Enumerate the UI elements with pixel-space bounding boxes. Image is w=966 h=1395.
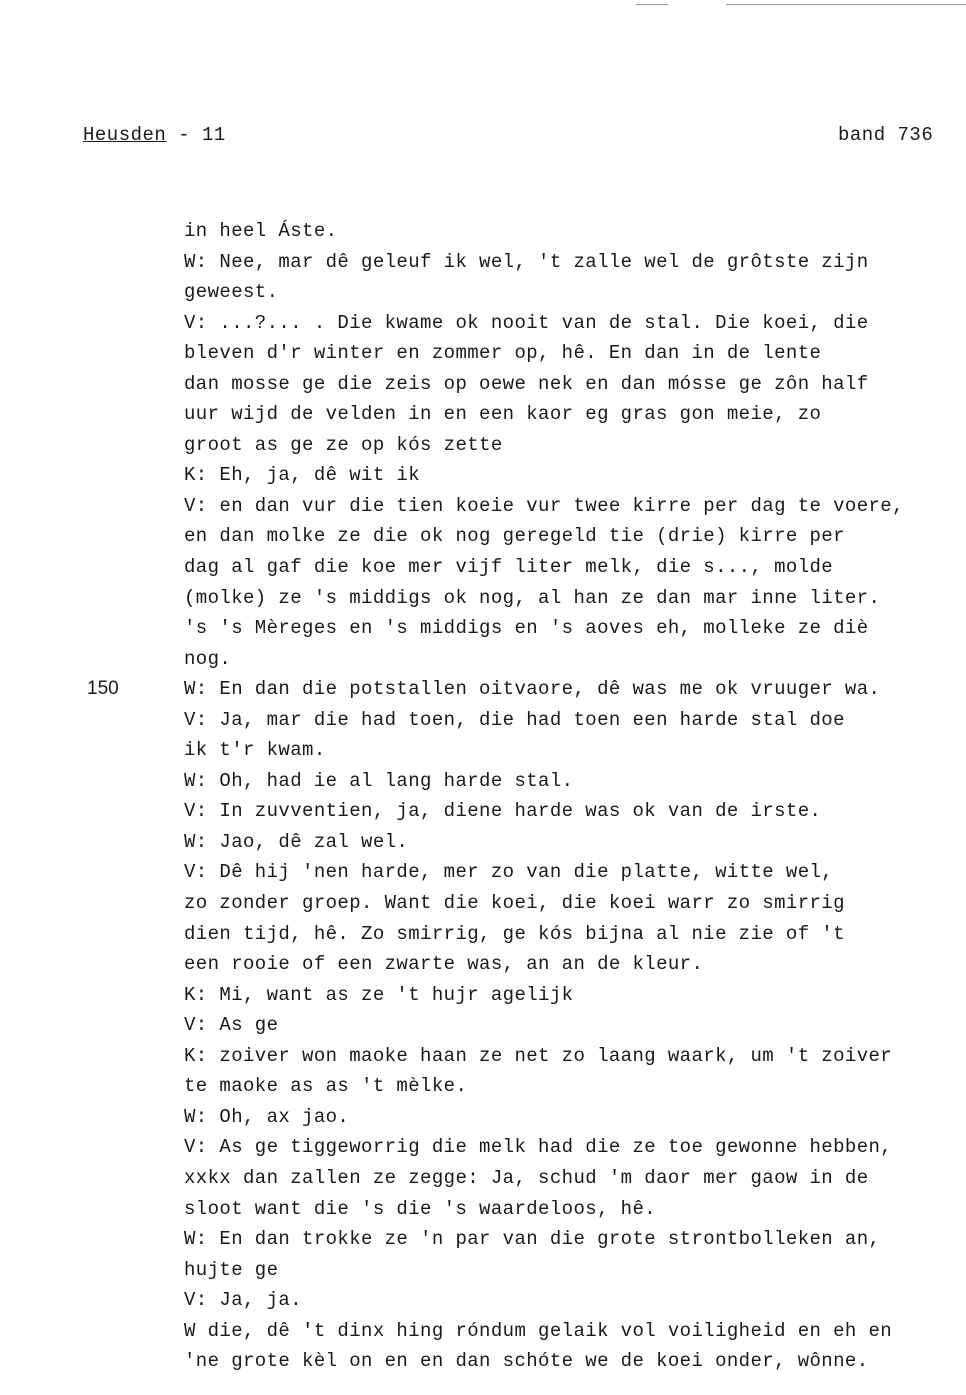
transcript-line: W: Oh, had ie al lang harde stal. [184, 769, 574, 792]
transcript-line: V: As ge [184, 1014, 279, 1037]
transcript-line: dag al gaf die koe mer vijf liter melk, die s..., molde [184, 556, 834, 579]
page-header-left [83, 124, 226, 146]
transcript-line: V: Dê hij 'nen harde, mer zo van die platte, witte wel, [184, 861, 834, 884]
transcript-line: W: Jao, dê zal wel. [184, 830, 409, 853]
transcript-body [184, 216, 944, 1377]
scan-mark-line-1 [636, 4, 668, 5]
transcript-line: W die, dê 't dinx hing róndum gelaik vol voiligheid en eh en [184, 1319, 893, 1342]
transcript-line: V: In zuvventien, ja, diene harde was ok van de irste. [184, 800, 822, 823]
transcript-line: V: Ja, ja. [184, 1289, 303, 1312]
transcript-line: K: Mi, want as ze 't hujr agelijk [184, 983, 574, 1006]
transcript-line: een rooie of een zwarte was, an an de kleur. [184, 953, 704, 976]
header-place: Heusden [83, 124, 167, 146]
transcript-line: xxkx dan zallen ze zegge: Ja, schud 'm daor mer gaow in de [184, 1166, 869, 1189]
transcript-line: (molke) ze 's middigs ok nog, al han ze dan mar inne liter. [184, 586, 881, 609]
transcript-line: W: En dan trokke ze 'n par van die grote strontbolleken an, [184, 1228, 881, 1251]
transcript-line: K: Eh, ja, dê wit ik [184, 464, 421, 487]
transcript-line: W: En dan die potstallen oitvaore, dê was me ok vruuger wa. [184, 678, 881, 701]
transcript-line: dan mosse ge die zeis op oewe nek en dan mósse ge zôn half [184, 372, 869, 395]
transcript-line: uur wijd de velden in en een kaor eg gras gon meie, zo [184, 403, 822, 426]
transcript-line: nog. [184, 647, 232, 670]
scan-mark-line-2 [726, 4, 966, 5]
transcript-line: 's 's Mèreges en 's middigs en 's aoves eh, molleke ze diè [184, 617, 869, 640]
transcript-line: groot as ge ze op kós zette [184, 433, 503, 456]
transcript-line: V: As ge tiggeworrig die melk had die ze toe gewonne hebben, [184, 1136, 893, 1159]
transcript-line: geweest. [184, 281, 279, 304]
transcript-line: te maoke as as 't mèlke. [184, 1075, 468, 1098]
transcript-line: V: ...?... . Die kwame ok nooit van de stal. Die koei, die [184, 311, 869, 334]
transcript-line: 'ne grote kèl on en en dan schóte we de koei onder, wônne. [184, 1350, 869, 1373]
header-page-number: - 11 [166, 124, 226, 146]
transcript-line: in heel Áste. [184, 220, 338, 242]
margin-line-number: 150 [87, 678, 119, 699]
transcript-line: W: Oh, ax jao. [184, 1105, 350, 1128]
transcript-line: sloot want die 's die 's waardeloos, hê. [184, 1197, 657, 1220]
transcript-line: bleven d'r winter en zommer op, hê. En dan in de lente [184, 342, 822, 365]
transcript-line: V: en dan vur die tien koeie vur twee kirre per dag te voere, [184, 494, 904, 517]
transcript-line: V: Ja, mar die had toen, die had toen een harde stal doe [184, 708, 845, 731]
transcript-line: W: Nee, mar dê geleuf ik wel, 't zalle wel de grôtste zijn [184, 250, 869, 273]
transcript-line: K: zoiver won maoke haan ze net zo laang waark, um 't zoiver [184, 1044, 893, 1067]
transcript-line: ik t'r kwam. [184, 739, 326, 762]
transcript-line: hujte ge [184, 1258, 279, 1281]
transcript-line: dien tijd, hê. Zo smirrig, ge kós bijna al nie zie of 't [184, 922, 845, 945]
transcript-line: en dan molke ze die ok nog geregeld tie (drie) kirre per [184, 525, 845, 548]
transcript-line: zo zonder groep. Want die koei, die koei warr zo smirrig [184, 892, 845, 915]
header-band: band 736 [838, 124, 934, 146]
